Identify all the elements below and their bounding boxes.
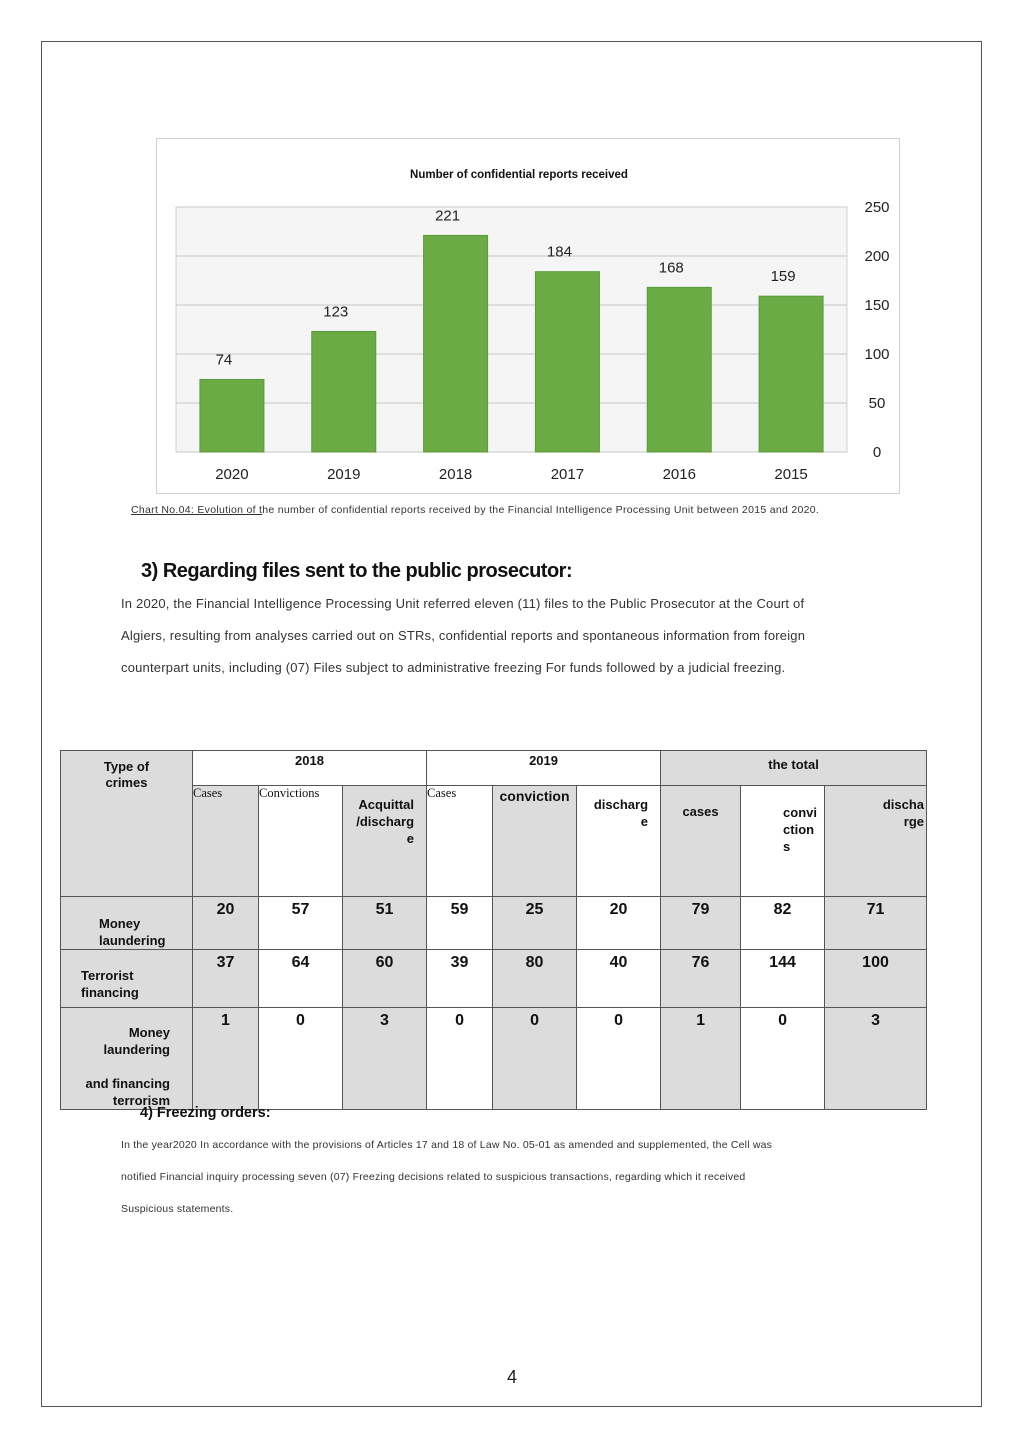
section3-heading: 3) Regarding files sent to the public prosecutor: xyxy=(141,560,573,582)
table-cell: 40 xyxy=(577,950,661,1008)
bar xyxy=(200,379,264,452)
table-cell: 20 xyxy=(577,897,661,950)
y-tick-label: 150 xyxy=(864,297,890,314)
table-cell: 64 xyxy=(259,950,343,1008)
type-header-line: Type of xyxy=(103,759,150,774)
row-label-line: laundering xyxy=(99,933,166,948)
table-cell: 79 xyxy=(661,897,741,950)
bar xyxy=(535,272,599,452)
sub-total-discharge xyxy=(825,786,927,897)
sub-2019-discharge xyxy=(577,786,661,897)
sub-2018-cases: Cases xyxy=(193,786,259,897)
crimes-table xyxy=(60,750,927,1110)
table-row xyxy=(61,1008,927,1110)
table-cell: 0 xyxy=(259,1008,343,1110)
row-label-line: financing xyxy=(81,985,139,1000)
table-cell: 80 xyxy=(493,950,577,1008)
table-cell: 57 xyxy=(259,897,343,950)
table-row xyxy=(61,950,927,1008)
sub-2019-conviction: conviction xyxy=(493,786,577,897)
section4-line-3: Suspicious statements. xyxy=(121,1203,234,1215)
sub-total-convictions xyxy=(741,786,825,897)
subheader-line: /discharg xyxy=(356,814,415,829)
page-number: 4 xyxy=(506,1367,517,1387)
sub-2018-acquittal xyxy=(343,786,427,897)
year-2019-header: 2019 xyxy=(427,751,661,786)
chart-canvas xyxy=(157,139,901,495)
chart-caption xyxy=(131,504,891,516)
data-label: 168 xyxy=(658,259,684,277)
table-cell: 100 xyxy=(825,950,927,1008)
subheader-line: s xyxy=(783,839,791,854)
bar xyxy=(759,296,823,452)
table-cell: 20 xyxy=(193,897,259,950)
table-header-years xyxy=(61,751,927,786)
y-tick-label: 200 xyxy=(864,248,890,265)
y-tick-label: 100 xyxy=(864,346,890,363)
subheader-line: e xyxy=(406,831,415,846)
row-label xyxy=(61,950,193,1008)
subheader-line: rge xyxy=(903,814,925,829)
row-label-line: Money xyxy=(99,916,141,931)
subheader-line: Acquittal xyxy=(358,797,415,812)
x-tick-label: 2019 xyxy=(327,466,361,483)
table-cell: 39 xyxy=(427,950,493,1008)
sub-2019-cases: Cases xyxy=(427,786,493,897)
section4-line-1: In the year2020 In accordance with the provisions of Articles 17 and 18 of Law No. 05-01 as amended and supplemented, the Cell was xyxy=(121,1139,773,1151)
x-tick-label: 2015 xyxy=(774,466,808,483)
table-row xyxy=(61,897,927,950)
section3-line-3: counterpart units, including (07) Files subject to administrative freezing For funds followed by a judicial freezing. xyxy=(121,660,786,675)
row-label-line: Money xyxy=(128,1025,170,1040)
data-label: 123 xyxy=(323,303,349,321)
section4-line-2: notified Financial inquiry processing seven (07) Freezing decisions related to suspicious transactions, regarding which it received xyxy=(121,1171,746,1183)
subheader-line: discha xyxy=(882,797,925,812)
table-cell: 3 xyxy=(343,1008,427,1110)
type-of-crimes-header xyxy=(61,751,193,897)
type-header-line: crimes xyxy=(105,775,148,790)
bar xyxy=(424,235,488,452)
row-label-line: and financing xyxy=(85,1076,170,1091)
row-label-line: Terrorist xyxy=(81,968,134,983)
table-cell: 25 xyxy=(493,897,577,950)
bar xyxy=(647,287,711,452)
table-cell: 0 xyxy=(427,1008,493,1110)
table-cell: 59 xyxy=(427,897,493,950)
table-cell: 60 xyxy=(343,950,427,1008)
year-2018-header: 2018 xyxy=(193,751,427,786)
x-tick-label: 2017 xyxy=(550,466,585,483)
table-cell: 82 xyxy=(741,897,825,950)
table-cell: 1 xyxy=(193,1008,259,1110)
row-label xyxy=(61,897,193,950)
section3-line-2: Algiers, resulting from analyses carried out on STRs, confidential reports and spontaneous information from foreign xyxy=(121,628,806,643)
section4-heading: 4) Freezing orders: xyxy=(140,1105,271,1121)
subheader-line: discharg xyxy=(593,797,649,812)
x-tick-label: 2016 xyxy=(662,466,696,483)
table-cell: 144 xyxy=(741,950,825,1008)
data-label: 221 xyxy=(435,207,461,225)
table-cell: 71 xyxy=(825,897,927,950)
subheader-line: convi xyxy=(783,805,817,820)
y-tick-label: 50 xyxy=(868,395,886,412)
row-label-line: terrorism xyxy=(112,1093,170,1108)
table-cell: 37 xyxy=(193,950,259,1008)
row-label xyxy=(61,1008,193,1110)
plot-area xyxy=(176,207,847,452)
table-cell: 51 xyxy=(343,897,427,950)
section3-line-1: In 2020, the Financial Intelligence Processing Unit referred eleven (11) files to the Public Prosecutor at the Court of xyxy=(121,596,805,611)
row-label-line: laundering xyxy=(103,1042,170,1057)
subheader-line: ction xyxy=(783,822,815,837)
data-label: 159 xyxy=(770,268,796,286)
subheader-line: e xyxy=(640,814,649,829)
bar xyxy=(312,331,376,452)
sub-total-cases: cases xyxy=(661,786,741,897)
table-cell: 0 xyxy=(577,1008,661,1110)
y-tick-label: 250 xyxy=(864,199,890,216)
data-label: 184 xyxy=(546,243,572,261)
caption-underlined: Chart No.04: Evolution of t xyxy=(131,504,263,516)
x-tick-label: 2020 xyxy=(215,466,249,483)
table-cell: 1 xyxy=(661,1008,741,1110)
x-tick-label: 2018 xyxy=(438,466,473,483)
chart-title: Number of confidential reports received xyxy=(410,169,628,181)
table-cell: 0 xyxy=(741,1008,825,1110)
total-header: the total xyxy=(661,751,927,786)
y-tick-label: 0 xyxy=(872,444,882,461)
table-cell: 0 xyxy=(493,1008,577,1110)
data-label: 74 xyxy=(215,351,233,369)
sub-2018-convictions: Convictions xyxy=(259,786,343,897)
table-cell: 76 xyxy=(661,950,741,1008)
caption-rest: he number of confidential reports received by the Financial Intelligence Processing Unit between 2015 and 2020. xyxy=(262,504,820,516)
bar-chart xyxy=(156,138,900,494)
table-cell: 3 xyxy=(825,1008,927,1110)
